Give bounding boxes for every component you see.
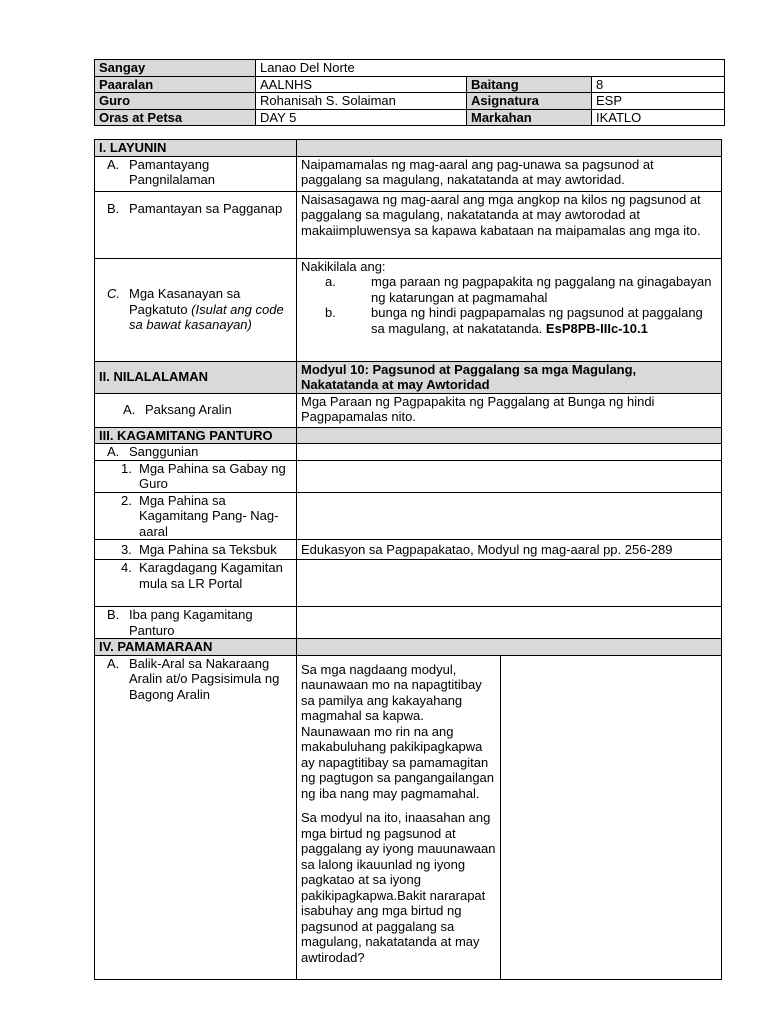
pamamaraan-heading-blank [297, 639, 722, 656]
asignatura-label: Asignatura [467, 93, 592, 110]
sanggunian-value [297, 444, 722, 461]
paksang-aralin-label-cell [95, 393, 297, 427]
sanggunian-item-1-cell [95, 460, 297, 492]
kagamitan-heading: III. KAGAMITANG PANTURO [95, 427, 297, 444]
balik-aral-paragraph-2: Sa modyul na ito, inaasahan ang mga birtud ng pagsunod at paggalang ay iyong mauunawaan sa lalong ikauunlad ng iyong pagkatao at sa iyong pakikipagkapwa.Bakit nararapat isabuhay ang mga birtud ng pagsunod at paggalang sa magulang, nakatatanda at may awtirodad? [301, 810, 496, 965]
layunin-c-label: Mga Kasanayan sa Pagkatuto [129, 286, 241, 317]
layunin-c-item-b-num: b. [325, 305, 336, 320]
balik-aral-label: Balik-Aral sa Nakaraang Aralin at/o Pagsisimula ng Bagong Aralin [129, 655, 280, 702]
sanggunian-item-3-num: 3. [121, 541, 132, 557]
paaralan-label: Paaralan [95, 76, 256, 93]
paksang-aralin-label: Paksang Aralin [145, 402, 232, 418]
layunin-a-num: A. [107, 156, 120, 172]
layunin-b-label-cell [95, 191, 297, 258]
sangay-value: Lanao Del Norte [256, 60, 725, 77]
layunin-c-label-cell [95, 258, 297, 361]
balik-aral-label-cell [95, 655, 297, 979]
iba-pang-kagamitan-label: Iba pang Kagamitang Panturo [129, 607, 253, 638]
markahan-value: IKATLO [592, 109, 725, 126]
sanggunian-num: A. [107, 444, 120, 459]
layunin-c-item-b-text: bunga ng hindi pagpapamalas ng pagsunod at paggalang sa magulang, at nakatatanda. [371, 305, 703, 336]
layunin-b-value: Naisasagawa ng mag-aaral ang mga angkop na kilos ng pagsunod at paggalang sa magulang, nakatatanda at may awtorodad at makaiimpluwensya sa kapawa kabataan na maipamalas ang mga ito. [297, 191, 722, 258]
guro-value: Rohanisah S. Solaiman [256, 93, 467, 110]
layunin-c-value-cell [297, 258, 722, 361]
balik-aral-text [297, 656, 501, 979]
layunin-a-value: Naipamamalas ng mag-aaral ang pag-unawa sa pagsunod at paggalang sa magulang, nakatatanda at may awtoridad. [297, 156, 722, 191]
layunin-c-item-a-num: a. [325, 274, 336, 289]
sanggunian-item-2-value [297, 492, 722, 540]
kagamitan-heading-blank [297, 427, 722, 444]
paksang-aralin-value: Mga Paraan ng Pagpapakita ng Paggalang at Bunga ng hindi Pagpapamalas nito. [297, 393, 722, 427]
layunin-b-label: Pamantayan sa Pagganap [129, 200, 283, 216]
asignatura-value: ESP [592, 93, 725, 110]
lesson-plan-table [94, 139, 722, 980]
layunin-c-num: C. [107, 286, 120, 302]
balik-aral-notes [501, 656, 721, 979]
layunin-c-label-note: (Isulat ang code sa bawat kasanayan) [129, 301, 284, 333]
guro-label: Guro [95, 93, 256, 110]
competency-code: EsP8PB-IIIc-10.1 [545, 320, 648, 336]
baitang-label: Baitang [467, 76, 592, 93]
markahan-label: Markahan [467, 109, 592, 126]
iba-pang-kagamitan-cell [95, 607, 297, 639]
paaralan-value: AALNHS [256, 76, 467, 93]
layunin-c-item-a-text: mga paraan ng pagpapakita ng paggalang na ginagabayan ng katarungan at pagmamahal [371, 274, 712, 305]
sanggunian-item-4-value [297, 560, 722, 607]
sanggunian-item-1-label: Mga Pahina sa Gabay ng Guro [139, 460, 286, 491]
layunin-b-num: B. [107, 200, 120, 216]
layunin-c-intro: Nakikilala ang: [301, 258, 386, 274]
sanggunian-item-3-value: Edukasyon sa Pagpapakatao, Modyul ng mag-aaral pp. 256-289 [297, 540, 722, 560]
sanggunian-item-4-label: Karagdagang Kagamitan mula sa LR Portal [139, 560, 283, 591]
header-table [94, 59, 725, 126]
modyul-title: Modyul 10: Pagsunod at Paggalang sa mga Magulang, Nakatatanda at may Awtoridad [297, 361, 722, 393]
layunin-heading-blank [297, 140, 722, 157]
sanggunian-item-1-value [297, 460, 722, 492]
sanggunian-item-3-cell [95, 540, 297, 560]
sanggunian-item-2-num: 2. [121, 492, 132, 508]
oras-value: DAY 5 [256, 109, 467, 126]
nilalaman-heading: II. NILALALAMAN [95, 361, 297, 393]
oras-label: Oras at Petsa [95, 109, 256, 126]
paksang-aralin-num: A. [123, 402, 136, 418]
sanggunian-item-1-num: 1. [121, 460, 132, 476]
layunin-a-label: Pamantayang Pangnilalaman [129, 156, 216, 187]
balik-aral-paragraph-1: Sa mga nagdaang modyul, naunawaan mo na napagtitibay sa pamilya ang kakayahang magmahal sa kapwa. Naunawaan mo rin na ang makabuluhang pakikipagkapwa ay napagtitibay sa pamamagitan ng pagtugon sa pangangailangan ng iba nang may pagmamahal. [301, 661, 495, 801]
sanggunian-item-2-cell [95, 492, 297, 540]
sangay-label: Sangay [95, 60, 256, 77]
sanggunian-item-4-num: 4. [121, 560, 132, 575]
iba-pang-kagamitan-num: B. [107, 607, 120, 622]
sanggunian-label-cell [95, 444, 297, 461]
iba-pang-kagamitan-value [297, 607, 722, 639]
sanggunian-item-4-cell [95, 560, 297, 607]
balik-aral-value-cell [297, 655, 722, 979]
layunin-a-label-cell [95, 156, 297, 191]
sanggunian-item-3-label: Mga Pahina sa Teksbuk [139, 541, 277, 557]
pamamaraan-heading: IV. PAMAMARAAN [95, 639, 297, 656]
sanggunian-label: Sanggunian [129, 444, 199, 459]
balik-aral-num: A. [107, 655, 120, 671]
baitang-value: 8 [592, 76, 725, 93]
sanggunian-item-2-label: Mga Pahina sa Kagamitang Pang- Nag-aaral [139, 492, 279, 539]
layunin-heading: I. LAYUNIN [95, 140, 297, 157]
